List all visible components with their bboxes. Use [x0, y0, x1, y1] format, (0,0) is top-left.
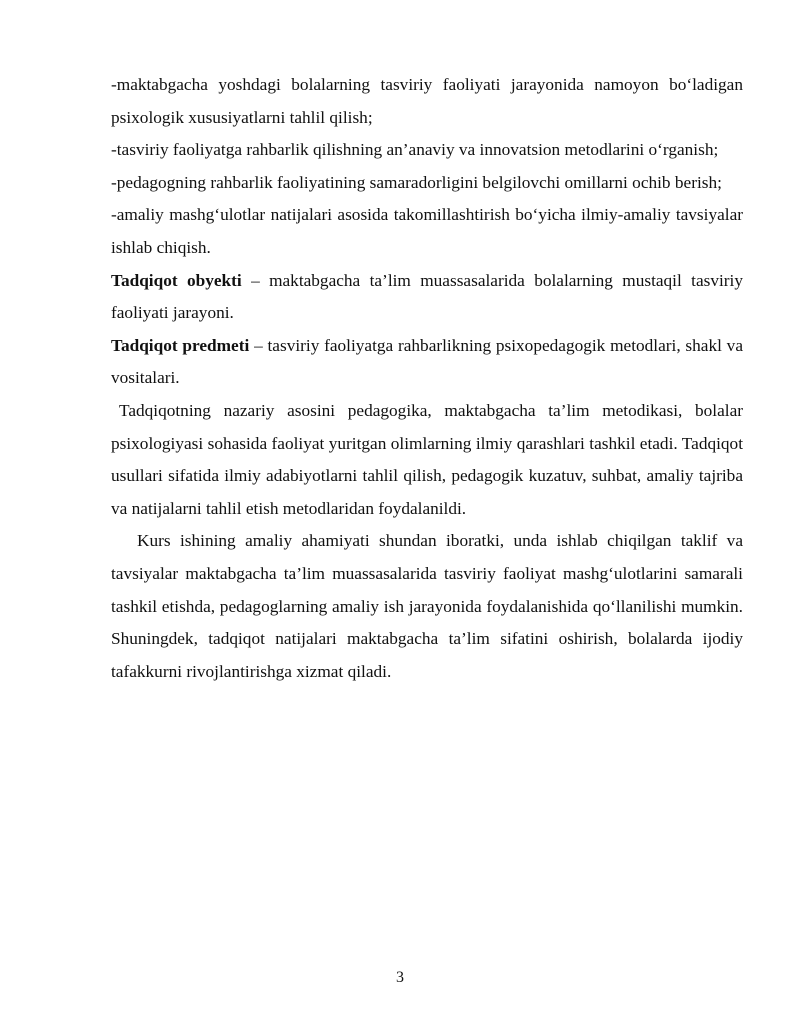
research-object-text: – maktabgacha ta’lim muassasalarida bolalarning mustaqil tasviriy faoliyati jarayoni.	[111, 270, 743, 323]
research-subject-text: – tasviriy faoliyatga rahbarlikning psixopedagogik metodlari, shakl va vositalari.	[111, 335, 743, 388]
research-subject-term: Tadqiqot predmeti	[111, 335, 250, 355]
task-item-4: -amaliy mashg‘ulotlar natijalari asosida takomillashtirish bo‘yicha ilmiy-amaliy tavsiyalar ishlab chiqish.	[111, 205, 743, 257]
task-item-1: -maktabgacha yoshdagi bolalarning tasviriy faoliyati jarayonida namoyon bo‘ladigan psixologik xususiyatlarni tahlil qilish;	[111, 75, 743, 127]
theory-paragraph: Tadqiqotning nazariy asosini pedagogika, maktabgacha ta’lim metodikasi, bolalar psixologiyasi sohasida faoliyat yuritgan olimlarning ilmiy qarashlari tashkil etadi. Tadqiqot usullari sifatida ilmiy adabiyotlarni tahlil qilish, pedagogik kuzatuv, suhbat, amaliy tajriba va natijalarni tahlil etish metodlaridan foydalanildi.	[111, 400, 743, 518]
task-item-2: -tasviriy faoliyatga rahbarlik qilishning an’anaviy va innovatsion metodlarini o‘rganish;	[111, 140, 719, 160]
research-object-term: Tadqiqot obyekti	[111, 270, 242, 290]
research-object-paragraph	[111, 265, 743, 330]
research-subject-paragraph	[111, 330, 743, 395]
page-number: 3	[396, 969, 404, 986]
practical-significance-paragraph: Kurs ishining amaliy ahamiyati shundan iboratki, unda ishlab chiqilgan taklif va tavsiyalar maktabgacha ta’lim muassasalarida tasviriy faoliyat mashg‘ulotlarini samarali tashkil etishda, pedagoglarning amaliy ish jarayonida foydalanishida qo‘llanilishi mumkin. Shuningdek, tadqiqot natijalari maktabgacha ta’lim sifatini oshirish, bolalarda ijodiy tafakkurni rivojlantirishga xizmat qiladi.	[111, 531, 743, 681]
document-body	[111, 69, 743, 688]
task-item-3: -pedagogning rahbarlik faoliyatining samaradorligini belgilovchi omillarni ochib berish;	[111, 172, 722, 192]
